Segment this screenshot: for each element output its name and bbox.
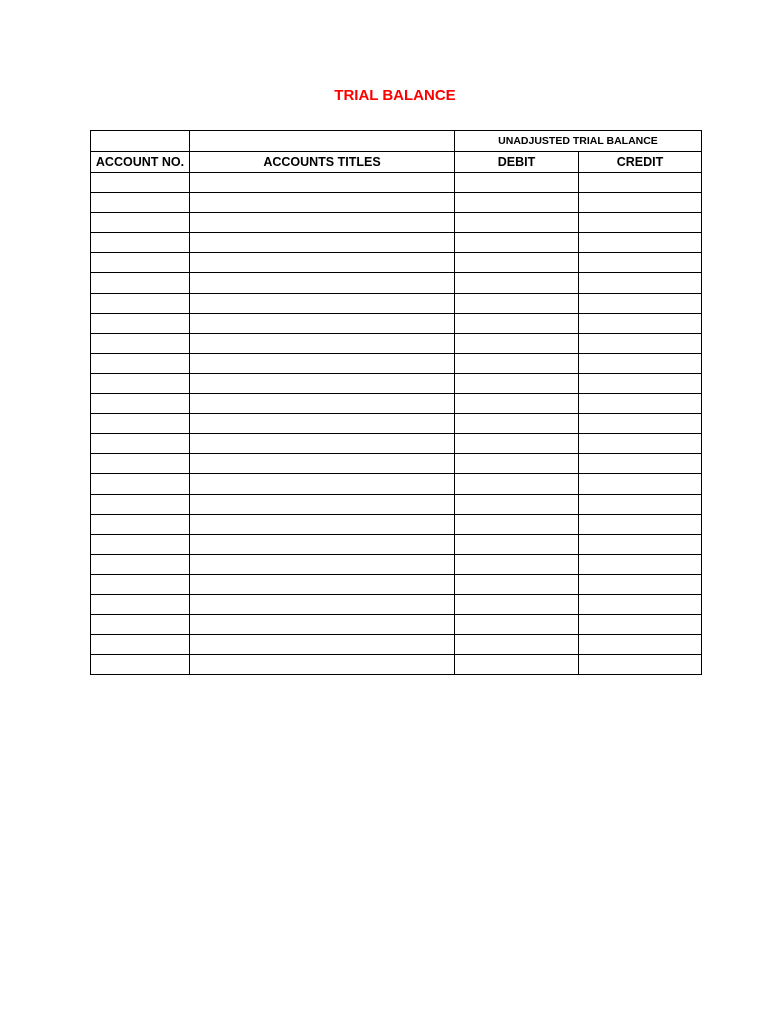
credit-cell	[579, 193, 702, 213]
account-title-cell	[190, 635, 455, 655]
table-row	[91, 514, 702, 534]
account-title-cell	[190, 514, 455, 534]
account-no-cell	[91, 233, 190, 253]
table-row	[91, 534, 702, 554]
credit-cell	[579, 434, 702, 454]
credit-cell	[579, 574, 702, 594]
account-title-cell	[190, 534, 455, 554]
credit-cell	[579, 293, 702, 313]
table-row	[91, 474, 702, 494]
debit-cell	[455, 273, 579, 293]
account-title-cell	[190, 574, 455, 594]
table-row	[91, 173, 702, 193]
debit-cell	[455, 434, 579, 454]
credit-cell	[579, 333, 702, 353]
account-title-cell	[190, 434, 455, 454]
account-title-cell	[190, 655, 455, 675]
account-no-cell	[91, 454, 190, 474]
credit-cell	[579, 414, 702, 434]
account-no-cell	[91, 514, 190, 534]
table-row	[91, 394, 702, 414]
account-title-cell	[190, 554, 455, 574]
credit-cell	[579, 594, 702, 614]
account-title-cell	[190, 233, 455, 253]
account-title-cell	[190, 615, 455, 635]
credit-cell	[579, 514, 702, 534]
table-row	[91, 414, 702, 434]
debit-cell	[455, 615, 579, 635]
credit-cell	[579, 615, 702, 635]
account-title-cell	[190, 193, 455, 213]
table-row	[91, 635, 702, 655]
account-title-cell	[190, 293, 455, 313]
debit-cell	[455, 373, 579, 393]
account-no-cell	[91, 293, 190, 313]
table-row	[91, 373, 702, 393]
credit-cell	[579, 373, 702, 393]
account-no-cell	[91, 554, 190, 574]
credit-cell	[579, 494, 702, 514]
credit-cell	[579, 454, 702, 474]
account-no-cell	[91, 474, 190, 494]
account-title-cell	[190, 173, 455, 193]
table-row	[91, 554, 702, 574]
table-row	[91, 594, 702, 614]
table-group-header-row	[91, 131, 702, 152]
account-no-cell	[91, 373, 190, 393]
credit-cell	[579, 554, 702, 574]
account-title-cell	[190, 333, 455, 353]
account-no-cell	[91, 313, 190, 333]
account-title-cell	[190, 454, 455, 474]
table-row	[91, 213, 702, 233]
table-row	[91, 574, 702, 594]
trial-balance-table	[90, 130, 702, 675]
credit-cell	[579, 173, 702, 193]
debit-cell	[455, 414, 579, 434]
table-row	[91, 655, 702, 675]
account-title-cell	[190, 474, 455, 494]
table-row	[91, 293, 702, 313]
account-no-cell	[91, 333, 190, 353]
debit-cell	[455, 173, 579, 193]
account-title-cell	[190, 414, 455, 434]
table-column-header-row	[91, 152, 702, 173]
credit-cell	[579, 273, 702, 293]
credit-cell	[579, 474, 702, 494]
debit-cell	[455, 313, 579, 333]
credit-cell	[579, 313, 702, 333]
credit-cell	[579, 534, 702, 554]
table-row	[91, 434, 702, 454]
table-row	[91, 615, 702, 635]
account-title-cell	[190, 353, 455, 373]
unadjusted-trial-balance-header: UNADJUSTED TRIAL BALANCE	[455, 131, 702, 152]
table-row	[91, 494, 702, 514]
debit-cell	[455, 594, 579, 614]
debit-cell	[455, 574, 579, 594]
debit-cell	[455, 193, 579, 213]
account-no-cell	[91, 173, 190, 193]
credit-cell	[579, 353, 702, 373]
accounts-titles-header: ACCOUNTS TITLES	[190, 152, 455, 173]
debit-cell	[455, 534, 579, 554]
credit-cell	[579, 635, 702, 655]
debit-cell	[455, 333, 579, 353]
table-row	[91, 333, 702, 353]
account-title-cell	[190, 273, 455, 293]
blank-header-cell	[91, 131, 190, 152]
table-row	[91, 353, 702, 373]
account-title-cell	[190, 594, 455, 614]
account-title-cell	[190, 394, 455, 414]
credit-cell	[579, 233, 702, 253]
account-title-cell	[190, 373, 455, 393]
account-no-cell	[91, 273, 190, 293]
debit-header: DEBIT	[455, 152, 579, 173]
table-row	[91, 193, 702, 213]
table-row	[91, 253, 702, 273]
debit-cell	[455, 293, 579, 313]
blank-header-cell	[190, 131, 455, 152]
debit-cell	[455, 213, 579, 233]
account-no-cell	[91, 414, 190, 434]
debit-cell	[455, 635, 579, 655]
account-no-cell	[91, 213, 190, 233]
account-no-cell	[91, 394, 190, 414]
account-no-cell	[91, 353, 190, 373]
debit-cell	[455, 554, 579, 574]
account-title-cell	[190, 213, 455, 233]
account-no-cell	[91, 655, 190, 675]
account-no-cell	[91, 574, 190, 594]
account-no-cell	[91, 494, 190, 514]
credit-cell	[579, 655, 702, 675]
account-no-cell	[91, 534, 190, 554]
account-no-header: ACCOUNT NO.	[91, 152, 190, 173]
debit-cell	[455, 454, 579, 474]
account-no-cell	[91, 594, 190, 614]
page-title: TRIAL BALANCE	[334, 87, 456, 104]
account-no-cell	[91, 615, 190, 635]
debit-cell	[455, 253, 579, 273]
debit-cell	[455, 353, 579, 373]
account-no-cell	[91, 253, 190, 273]
credit-cell	[579, 253, 702, 273]
table-row	[91, 313, 702, 333]
table-row	[91, 233, 702, 253]
account-title-cell	[190, 494, 455, 514]
table-row	[91, 454, 702, 474]
account-title-cell	[190, 313, 455, 333]
debit-cell	[455, 394, 579, 414]
credit-cell	[579, 394, 702, 414]
account-title-cell	[190, 253, 455, 273]
debit-cell	[455, 514, 579, 534]
credit-cell	[579, 213, 702, 233]
account-no-cell	[91, 434, 190, 454]
debit-cell	[455, 494, 579, 514]
debit-cell	[455, 655, 579, 675]
debit-cell	[455, 233, 579, 253]
debit-cell	[455, 474, 579, 494]
table-row	[91, 273, 702, 293]
credit-header: CREDIT	[579, 152, 702, 173]
account-no-cell	[91, 635, 190, 655]
account-no-cell	[91, 193, 190, 213]
